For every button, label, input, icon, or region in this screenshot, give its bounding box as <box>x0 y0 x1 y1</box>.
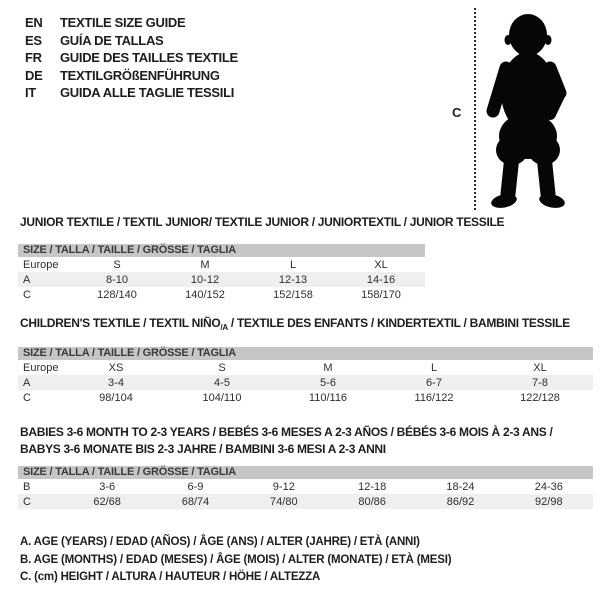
junior-age-row <box>18 272 425 287</box>
cell-value: 92/98 <box>535 495 563 508</box>
row-label: C <box>23 391 31 404</box>
cell-value: 5-6 <box>320 376 336 389</box>
cell-value: 7-8 <box>532 376 548 389</box>
lang-code: IT <box>25 85 36 100</box>
babies-size-table <box>18 466 593 509</box>
babies-title-line2: BABYS 3-6 MONATE BIS 2-3 JAHRE / BAMBINI 3-6 MESI A 2-3 ANNI <box>20 442 386 456</box>
lang-label: GUÍA DE TALLAS <box>60 32 164 48</box>
cell-value: 68/74 <box>181 495 210 508</box>
column-header: XL <box>374 258 388 271</box>
column-header: M <box>200 258 210 271</box>
column-header: XL <box>533 361 547 374</box>
cell-value: 3-6 <box>99 480 116 493</box>
cell-value: 62/68 <box>93 495 121 508</box>
lang-row-es <box>25 32 238 50</box>
height-measure-label: C <box>452 105 462 120</box>
lang-label: GUIDA ALLE TAGLIE TESSILI <box>60 85 235 100</box>
cell-value: 128/140 <box>97 288 137 301</box>
row-label: A <box>23 273 31 286</box>
cell-value: 9-12 <box>272 480 295 493</box>
lang-code: EN <box>25 15 43 30</box>
children-size-header: SIZE / TALLA / TAILLE / GRÖSSE / TAGLIA <box>18 347 593 360</box>
babies-title-line1: BABIES 3-6 MONTH TO 2-3 YEARS / BEBÉS 3-6 MESES A 2-3 AÑOS / BÉBÉS 3-6 MOIS À 2-3 ANS / <box>20 425 553 439</box>
junior-size-header: SIZE / TALLA / TAILLE / GRÖSSE / TAGLIA <box>18 244 425 257</box>
children-age-row <box>18 375 593 390</box>
column-header: XS <box>108 361 124 374</box>
junior-height-row <box>18 287 425 302</box>
column-header: L <box>430 361 438 374</box>
cell-value: 14-16 <box>366 273 396 286</box>
cell-value: 18-24 <box>446 480 475 493</box>
legend-notes <box>20 534 451 587</box>
column-header: M <box>323 361 333 374</box>
children-column-header-row <box>18 360 593 375</box>
lang-row-en <box>25 14 238 32</box>
note-age-months: B. AGE (MONTHS) / EDAD (MESES) / ÂGE (MOIS) / ALTER (MONATE) / ETÀ (MESI) <box>20 553 452 566</box>
note-age-years: A. AGE (YEARS) / EDAD (AÑOS) / ÂGE (ANS) / ALTER (JAHRE) / ETÀ (ANNI) <box>20 536 420 548</box>
cell-value: 152/158 <box>273 288 313 301</box>
children-section-title <box>20 316 570 332</box>
cell-value: 24-36 <box>534 480 563 493</box>
junior-column-header-row <box>18 257 425 272</box>
cell-value: 6-7 <box>426 376 442 389</box>
cell-value: 86/92 <box>446 495 475 508</box>
babies-section-title <box>20 424 552 458</box>
babies-height-row <box>18 494 593 509</box>
cell-value: 3-4 <box>108 376 124 389</box>
language-title-list <box>25 14 238 102</box>
babies-age-row <box>18 479 593 494</box>
cell-value: 80/86 <box>358 495 386 508</box>
lang-label: TEXTILGRÖßENFÜHRUNG <box>60 67 220 83</box>
cell-value: 8-10 <box>105 273 129 286</box>
children-title-pre: CHILDREN'S TEXTILE / TEXTIL NIÑO <box>20 316 221 330</box>
cell-value: 122/128 <box>520 391 560 404</box>
lang-row-it <box>25 84 238 102</box>
cell-value: 140/152 <box>185 288 225 301</box>
height-dotted-line <box>474 8 476 210</box>
junior-size-table <box>18 244 425 302</box>
baby-silhouette-icon <box>483 8 579 212</box>
column-header: L <box>289 258 297 271</box>
cell-value: 104/110 <box>202 391 242 404</box>
cell-value: 6-9 <box>187 480 204 493</box>
lang-label: GUIDE DES TAILLES TEXTILE <box>60 50 238 65</box>
row-label: A <box>23 376 31 389</box>
cell-value: 12-18 <box>358 480 387 493</box>
region-label: Europe <box>23 258 59 271</box>
lang-code: ES <box>25 32 42 48</box>
lang-code: DE <box>25 67 43 83</box>
junior-section-title: JUNIOR TEXTILE / TEXTIL JUNIOR/ TEXTILE JUNIOR / JUNIORTEXTIL / JUNIOR TESSILE <box>20 215 505 229</box>
lang-row-de <box>25 67 238 85</box>
column-header: S <box>113 258 121 271</box>
cell-value: 98/104 <box>99 391 133 404</box>
cell-value: 12-13 <box>278 273 308 286</box>
cell-value: 116/122 <box>414 391 454 404</box>
row-label: C <box>23 288 31 301</box>
cell-value: 74/80 <box>270 495 298 508</box>
lang-label: TEXTILE SIZE GUIDE <box>60 15 186 30</box>
row-label: C <box>23 495 31 508</box>
lang-row-fr <box>25 49 238 67</box>
babies-size-header: SIZE / TALLA / TAILLE / GRÖSSE / TAGLIA <box>18 466 593 479</box>
cell-value: 4-5 <box>214 376 230 389</box>
column-header: S <box>218 361 226 374</box>
cell-value: 110/116 <box>308 391 348 404</box>
children-title-subscript: /A <box>220 323 228 332</box>
children-size-table <box>18 347 593 405</box>
children-title-post: / TEXTILE DES ENFANTS / KINDERTEXTIL / BAMBINI TESSILE <box>227 316 570 330</box>
region-label: Europe <box>23 361 59 374</box>
note-height-cm: C. (cm) HEIGHT / ALTURA / HAUTEUR / HÖHE / ALTEZZA <box>20 571 321 583</box>
cell-value: 158/170 <box>361 288 401 301</box>
children-height-row <box>18 390 593 405</box>
row-label: B <box>23 480 31 493</box>
lang-code: FR <box>25 50 42 65</box>
cell-value: 10-12 <box>190 273 220 286</box>
